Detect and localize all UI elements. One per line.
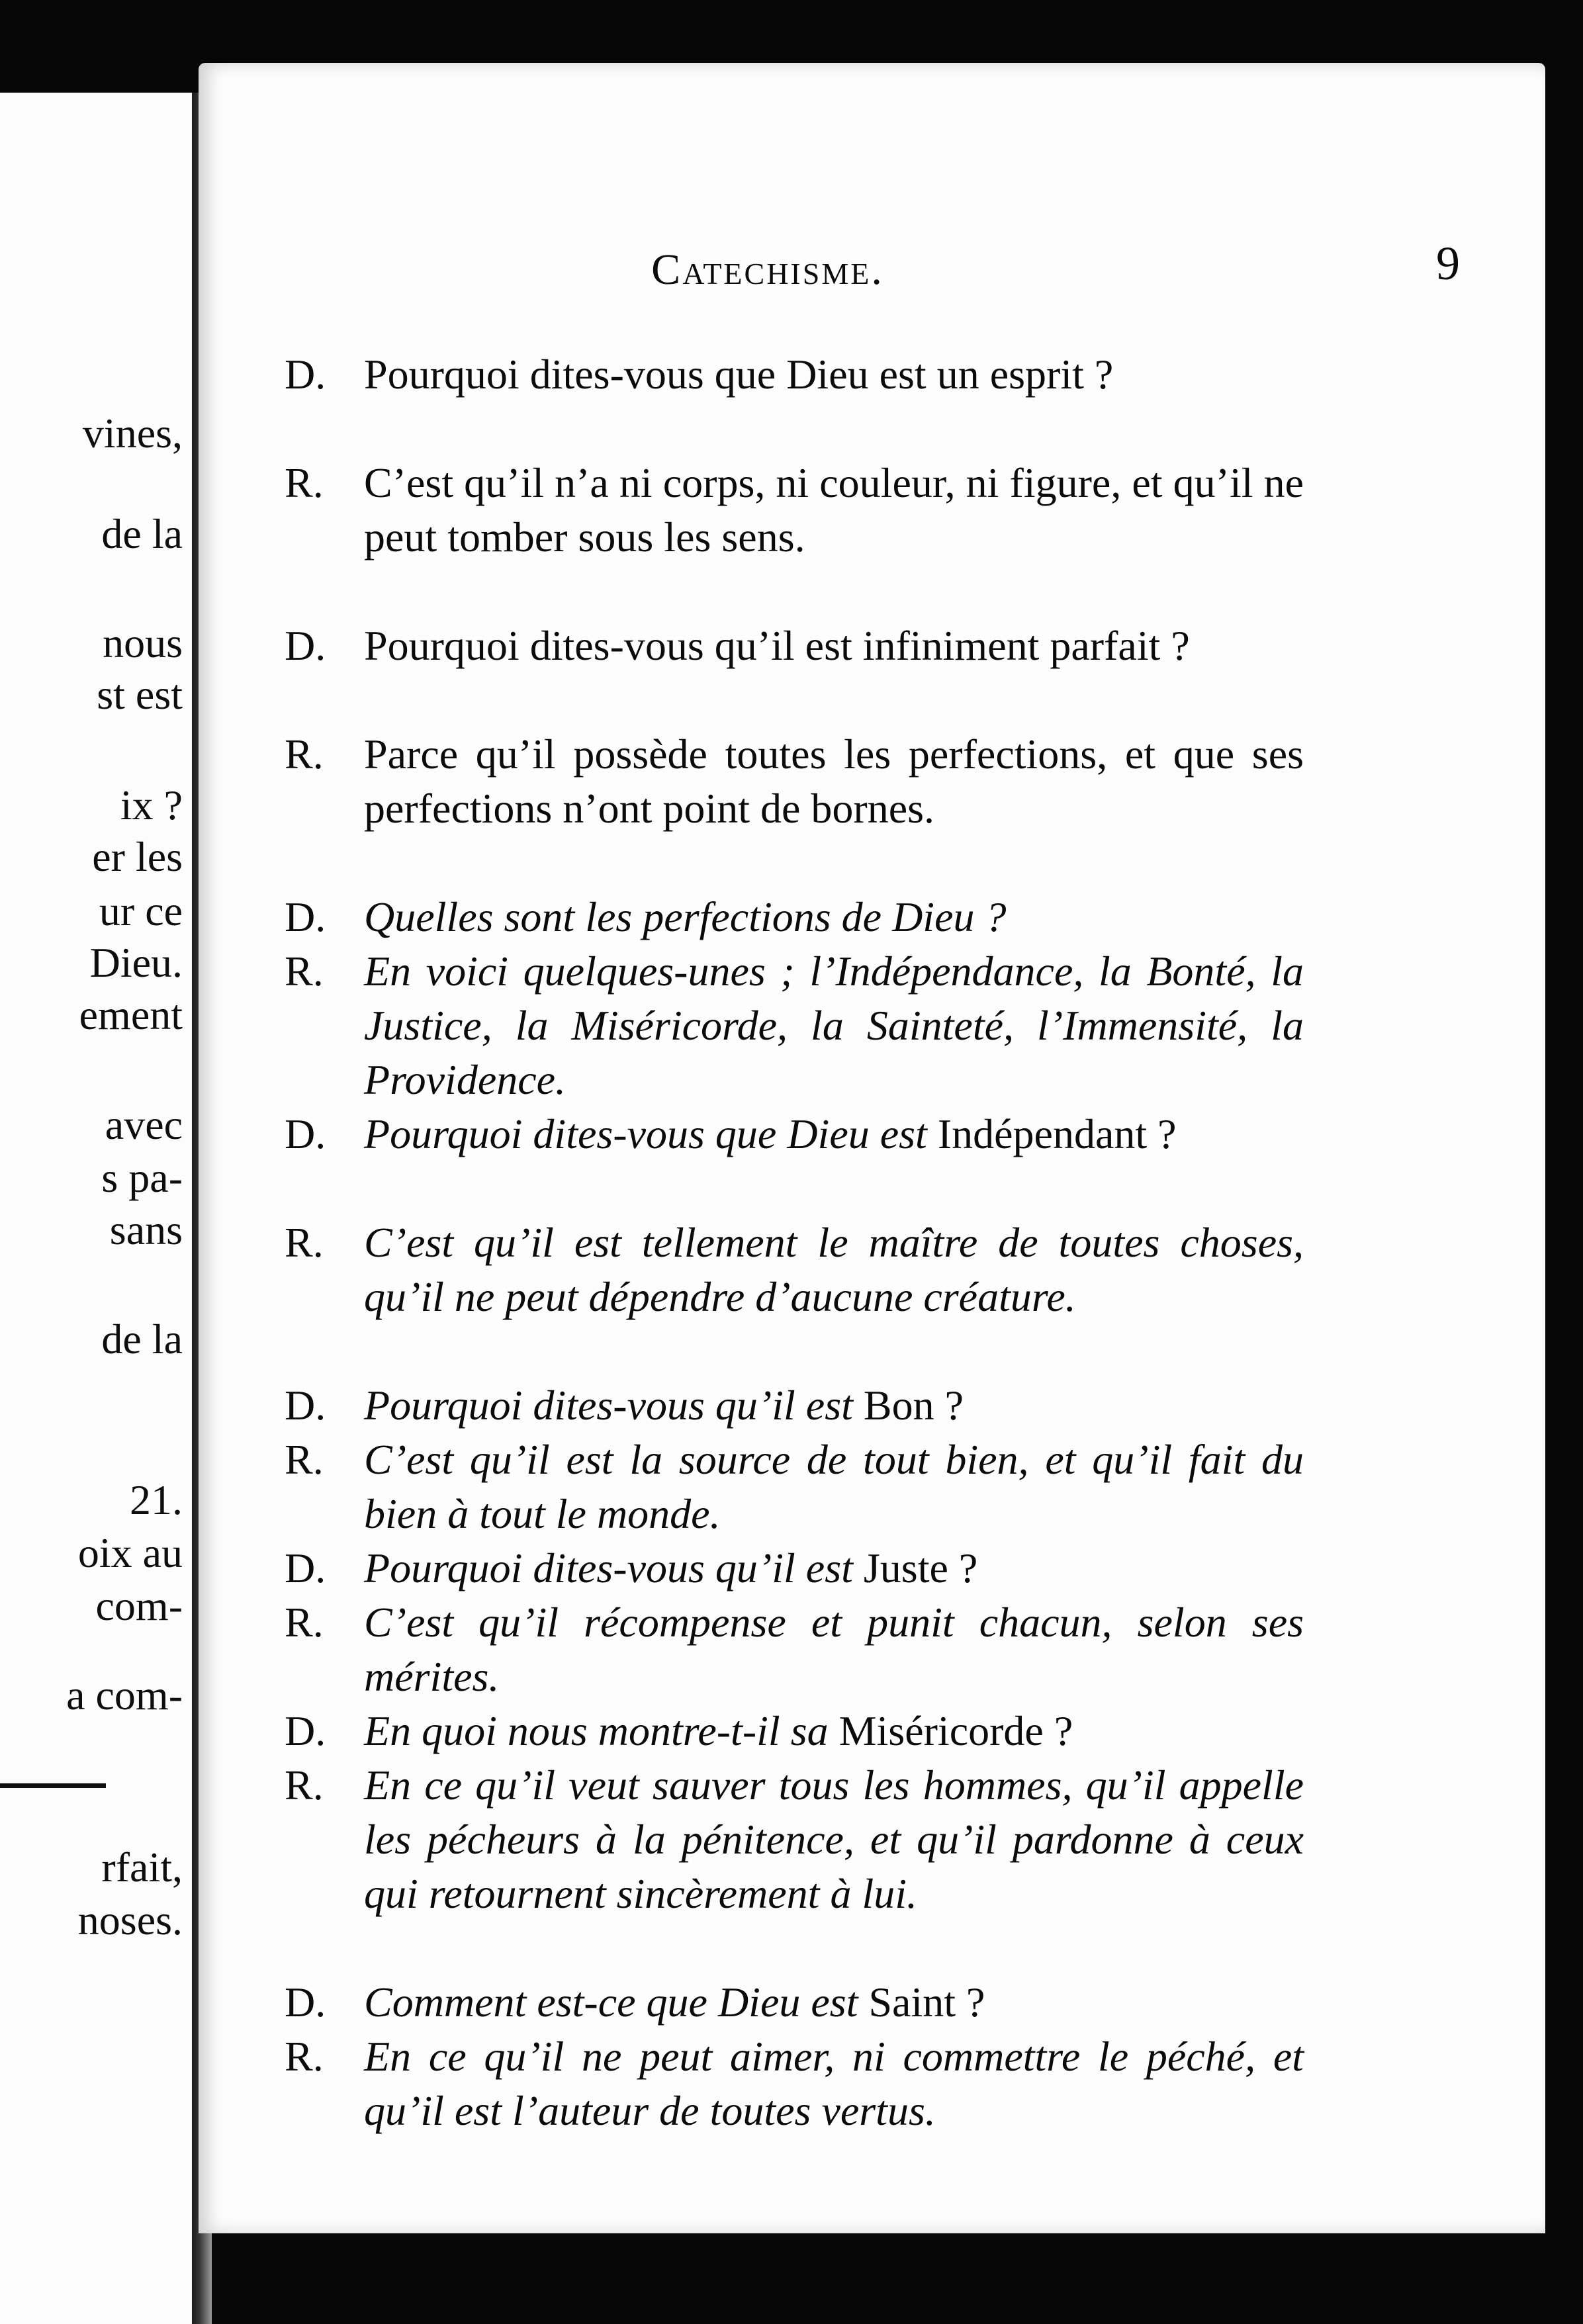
answer-entry <box>285 1216 1304 1324</box>
left-page-fragment <box>0 93 192 2324</box>
running-head: Catechisme. <box>651 246 884 294</box>
entry-tag: D. <box>285 351 326 398</box>
left-page-line: vines, <box>82 410 183 457</box>
answer-entry <box>285 1595 1304 1704</box>
entry-text <box>364 1378 1304 1433</box>
entry-text: Pourquoi dites-vous qu’il est infiniment parfait ? <box>364 622 1190 669</box>
left-page-line: com- <box>95 1582 183 1629</box>
entry-tag: R. <box>285 1762 324 1809</box>
question-entry <box>285 619 1304 673</box>
entry-text-italic: Comment est-ce que Dieu est <box>364 1979 858 2026</box>
entry-tag: R. <box>285 1219 324 1266</box>
entry-text-italic: En quoi nous montre-t-il sa <box>364 1707 829 1754</box>
entry-text-italic: Pourquoi dites-vous qu’il est <box>364 1382 853 1429</box>
left-page-line: de la <box>101 510 183 557</box>
entry-text: En ce qu’il veut sauver tous les hommes, qu’il appelle les pécheurs à la pénitence, et qu’il pardonne à ceux qui retournent sincèrement à lui. <box>364 1762 1304 1917</box>
entry-tag: R. <box>285 459 324 506</box>
left-page-line: noses. <box>77 1897 183 1944</box>
entry-text-roman: Miséricorde ? <box>838 1707 1073 1754</box>
left-page-line: s pa- <box>101 1154 183 1201</box>
answer-entry <box>285 1433 1304 1541</box>
entry-text-roman: Bon ? <box>863 1382 964 1429</box>
left-page-line: ement <box>79 991 183 1038</box>
left-page-line: a com- <box>66 1672 183 1719</box>
entry-text: Parce qu’il possède toutes les perfections, et que ses perfections n’ont point de bornes. <box>364 731 1304 832</box>
catechism-page <box>199 63 1545 2233</box>
entry-text-italic: Pourquoi dites-vous qu’il est <box>364 1544 853 1591</box>
answer-entry <box>285 2030 1304 2138</box>
entry-tag: R. <box>285 1436 324 1483</box>
entry-tag: D. <box>285 1979 326 2026</box>
question-entry <box>285 347 1304 402</box>
entry-text: En voici quelques-unes ; l’Indépendance, la Bonté, la Justice, la Miséricorde, la Sainteté, l’Immensité, la Providence. <box>364 948 1304 1103</box>
entry-text: C’est qu’il est tellement le maître de toutes choses, qu’il ne peut dépendre d’aucune créature. <box>364 1219 1304 1320</box>
entry-tag: D. <box>285 622 326 669</box>
entry-text-roman: Juste ? <box>863 1544 978 1591</box>
page-number: 9 <box>1436 237 1460 290</box>
left-page-line: 21. <box>130 1476 183 1523</box>
left-page-line: nous <box>103 619 183 666</box>
left-page-line: sans <box>109 1206 183 1253</box>
entry-text <box>364 1704 1304 1758</box>
entry-text: C’est qu’il est la source de tout bien, et qu’il fait du bien à tout le monde. <box>364 1436 1304 1537</box>
entry-tag: R. <box>285 948 324 995</box>
entry-text-roman: Indépendant ? <box>937 1110 1177 1157</box>
entry-text <box>364 1107 1304 1161</box>
entry-tag: D. <box>285 893 326 940</box>
entry-text: Quelles sont les perfections de Dieu ? <box>364 893 1007 940</box>
entry-tag: D. <box>285 1382 326 1429</box>
entry-tag: D. <box>285 1544 326 1591</box>
answer-entry <box>285 727 1304 836</box>
entry-text: C’est qu’il récompense et punit chacun, selon ses mérites. <box>364 1599 1304 1700</box>
entry-text: En ce qu’il ne peut aimer, ni commettre le péché, et qu’il est l’auteur de toutes vertus. <box>364 2033 1304 2134</box>
left-page-line: de la <box>101 1316 183 1363</box>
question-entry <box>285 1107 1304 1161</box>
question-entry <box>285 1975 1304 2030</box>
left-page-line: er les <box>92 833 183 880</box>
answer-entry <box>285 1758 1304 1921</box>
left-page-line: Dieu. <box>89 939 183 986</box>
left-page-rule <box>0 1783 106 1788</box>
left-page-line: st est <box>97 671 183 718</box>
entry-text-roman: Saint ? <box>868 1979 985 2026</box>
left-page-line: ix ? <box>120 782 183 828</box>
entry-tag: R. <box>285 1599 324 1646</box>
entry-text: Pourquoi dites-vous que Dieu est un esprit ? <box>364 351 1114 398</box>
question-entry <box>285 1704 1304 1758</box>
entry-text <box>364 1975 1304 2030</box>
entry-tag: D. <box>285 1110 326 1157</box>
left-page-line: rfait, <box>101 1844 183 1891</box>
question-entry <box>285 1378 1304 1433</box>
entry-tag: R. <box>285 731 324 778</box>
entry-text <box>364 1541 1304 1595</box>
question-entry <box>285 890 1304 944</box>
answer-entry <box>285 456 1304 564</box>
question-entry <box>285 1541 1304 1595</box>
entry-text-italic: Pourquoi dites-vous que Dieu est <box>364 1110 927 1157</box>
left-page-line: ur ce <box>99 887 183 934</box>
answer-entry <box>285 944 1304 1107</box>
entry-text: C’est qu’il n’a ni corps, ni couleur, ni figure, et qu’il ne peut tomber sous les sens. <box>364 459 1304 560</box>
left-page-line: avec <box>105 1101 183 1148</box>
entry-tag: R. <box>285 2033 324 2080</box>
left-page-line: oix au <box>77 1529 183 1576</box>
entry-tag: D. <box>285 1707 326 1754</box>
